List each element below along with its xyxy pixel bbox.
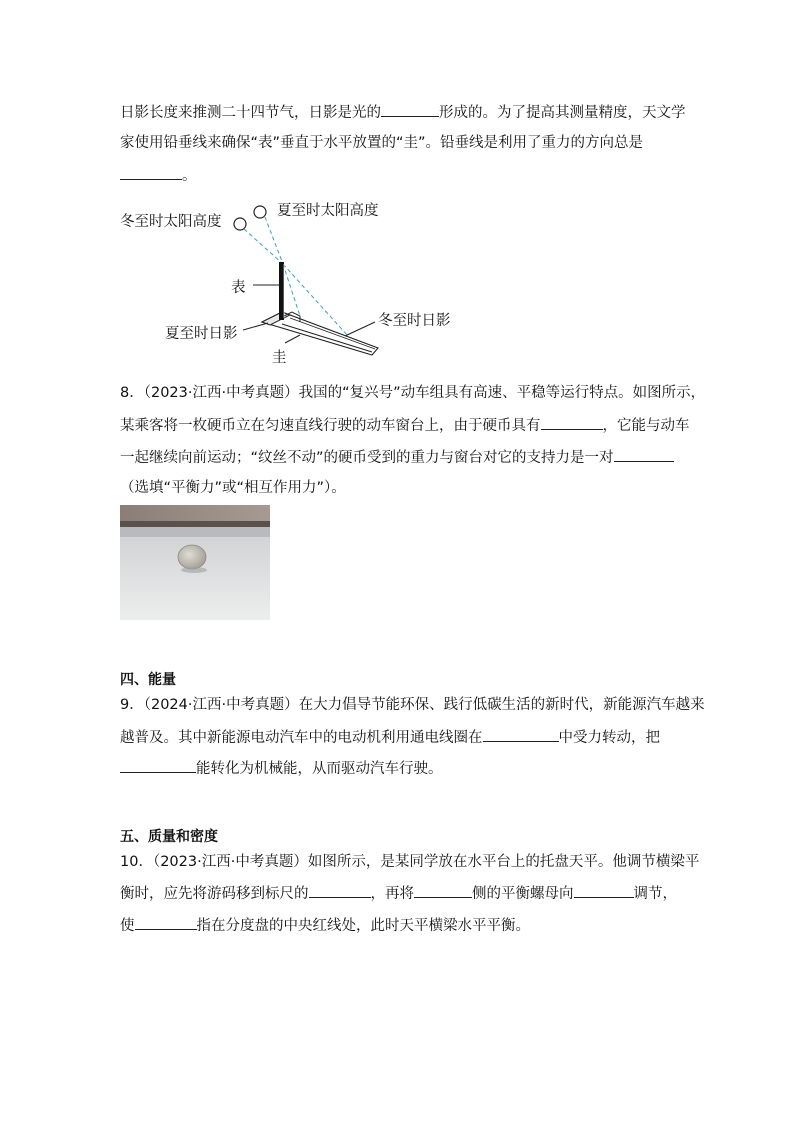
q10-line-2 xyxy=(120,883,677,904)
q7-text: 日影长度来推测二十四节气，日影是光的 xyxy=(120,105,381,121)
q10-text: 使 xyxy=(120,918,135,934)
scale-groove-line xyxy=(282,324,372,352)
section-5-heading: 五、质量和密度 xyxy=(120,829,218,845)
q10-blank-1[interactable] xyxy=(309,883,371,898)
winter-sun-icon xyxy=(234,218,246,230)
q8-text: 8．（2023·江西·中考真题）我国的“复兴号”动车组具有高速、平稳等运行特点。如图所示， xyxy=(120,385,706,401)
summer-shadow-label: 夏至时日影 xyxy=(165,326,238,342)
q9-line-2 xyxy=(120,727,660,748)
gnomon-bar xyxy=(279,262,284,320)
q7-text: 形成的。为了提高其测量精度，天文学 xyxy=(439,105,686,121)
q7-text: 家使用铅垂线来确保“表”垂直于水平放置的“圭”。铅垂线是利用了重力的方向总是 xyxy=(120,135,644,151)
q9-line-1 xyxy=(120,695,705,715)
section-4-heading: 四、能量 xyxy=(120,672,176,688)
q9-blank-2[interactable] xyxy=(120,758,196,773)
q8-text: （选填“平衡力”或“相互作用力”）。 xyxy=(120,480,346,496)
summer-ray-line xyxy=(244,229,283,264)
q10-text: 指在分度盘的中央红线处，此时天平横梁水平平衡。 xyxy=(196,918,530,934)
scale-pointer-line xyxy=(285,335,300,343)
summer-sun-label: 夏至时太阳高度 xyxy=(277,203,379,219)
q8-line-2 xyxy=(120,415,690,436)
q10-text: 10．（2023·江西·中考真题）如图所示，是某同学放在水平台上的托盘天平。他调节横梁平 xyxy=(120,854,700,870)
q10-text: 侧的平衡螺母向 xyxy=(472,886,574,902)
q10-line-3 xyxy=(120,915,530,936)
q8-line-3 xyxy=(120,447,674,468)
summer-sun-icon xyxy=(254,206,266,218)
q9-text: 越普及。其中新能源电动汽车中的电动机利用通电线圈在 xyxy=(120,730,483,746)
q10-text: ，再将 xyxy=(370,886,414,902)
coin-photo-illustration xyxy=(120,505,270,620)
q9-blank-1[interactable] xyxy=(483,727,559,742)
q9-text: 能转化为机械能，从而驱动汽车行驶。 xyxy=(196,761,443,777)
q10-text: 调节， xyxy=(633,886,677,902)
q10-line-1 xyxy=(120,852,699,872)
winter-shadow-pointer-line xyxy=(345,322,375,336)
q10-text: 衡时，应先将游码移到标尺的 xyxy=(120,886,309,902)
q8-blank-1[interactable] xyxy=(541,415,603,430)
q8-blank-2[interactable] xyxy=(614,447,674,462)
q8-text: 某乘客将一枚硬币立在匀速直线行驶的动车窗台上，由于硬币具有 xyxy=(120,418,541,434)
gnomon-label: 表 xyxy=(231,280,246,296)
q8-text: ，它能与动车 xyxy=(602,418,690,434)
q7-text: 。 xyxy=(182,168,197,184)
q9-text: 9．（2024·江西·中考真题）在大力倡导节能环保、践行低碳生活的新时代，新能源汽车越来 xyxy=(120,697,705,713)
q9-line-3 xyxy=(120,758,443,779)
q8-line-1 xyxy=(120,383,705,403)
summer-shadow-pointer-line xyxy=(243,323,268,330)
q8-text: 一起继续向前运动；“纹丝不动”的硬币受到的重力与窗台对它的支持力是一对 xyxy=(120,450,614,466)
winter-shadow-label: 冬至时日影 xyxy=(378,313,451,329)
coin-windowsill-photo xyxy=(120,505,270,620)
summer-ray-line xyxy=(283,264,300,316)
scale-label: 圭 xyxy=(272,350,287,366)
winter-sun-label: 冬至时太阳高度 xyxy=(120,214,222,230)
q9-text: 中受力转动，把 xyxy=(558,730,660,746)
q10-blank-4[interactable] xyxy=(135,915,197,930)
q10-blank-2[interactable] xyxy=(414,883,472,898)
q8-line-4 xyxy=(120,478,346,498)
winter-ray-line xyxy=(265,217,283,264)
q10-blank-3[interactable] xyxy=(574,883,634,898)
